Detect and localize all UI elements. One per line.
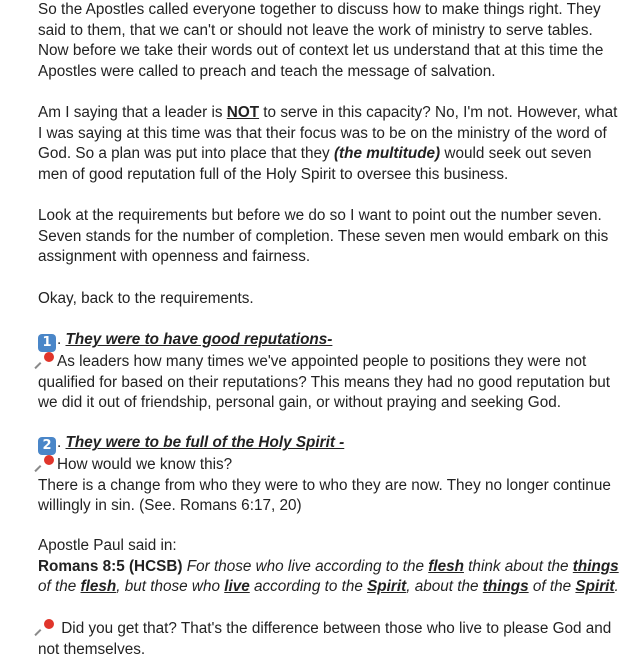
text-fragment: , but those who [116,578,225,596]
text-line: Now before we take their words out of context let us understand that at this time the [38,42,604,60]
paragraph-apostles [38,0,604,82]
text-line: assignment with openness and fairness. [38,248,311,266]
emphasis-word: Spirit [575,578,615,596]
paragraph-back [38,289,604,310]
keycap-2-icon: 2 [38,437,56,455]
emphasis-word: things [572,557,619,575]
text-line: not themselves. [38,640,146,658]
text-fragment: As leaders how many times we've appointed people to positions they were not [57,353,587,370]
requirement-2 [38,433,611,517]
requirement-heading [38,433,604,455]
text-line: Apostle Paul said in: [38,537,177,554]
emphasis-word: things [482,578,529,596]
text-line: willingly in sin. (See. Romans 6:17, 20) [38,497,302,515]
text-fragment: . [57,331,66,348]
text-fragment: would seek out seven [440,145,592,163]
pushpin-icon [38,352,54,368]
text-fragment: God. So a plan was put into place that they [38,145,334,163]
text-line [38,352,604,373]
text-line: Seven stands for the number of completion. These seven men would embark on this [38,227,609,245]
paragraph-conclusion [38,619,612,660]
scripture-line [38,577,619,598]
emphasis-not: NOT [226,104,260,121]
paragraph-paul [38,536,619,598]
text-fragment: , about the [406,578,483,596]
emphasis-word: live [224,578,250,596]
scripture-reference: Romans 8:5 (HCSB) [38,557,183,575]
text-line: Apostles were called to preach and teach the message of salvation. [38,62,496,80]
text-fragment: . [57,434,66,451]
requirement-title: They were to be full of the Holy Spirit - [65,434,345,451]
emphasis-word: flesh [80,578,117,596]
text-line: men of good reputation full of the Holy Spirit to oversee this business. [38,165,509,183]
text-line: Look at the requirements but before we do so I want to point out the number seven. [38,207,602,224]
paragraph-leader [38,103,618,185]
text-line: qualified for based on their reputations? This means they had no good reputation but [38,373,611,391]
text-line: said to them, that we can't or should not leave the work of ministry to serve tables. [38,21,593,39]
emphasis-word: Spirit [367,578,407,596]
text-line: So the Apostles called everyone together to discuss how to make things right. They [38,1,601,18]
text-line [38,619,612,640]
text-fragment: How would we know this? [57,456,233,473]
text-fragment: . [614,578,619,596]
pushpin-icon [38,619,54,635]
text-fragment: think about the [463,557,573,575]
pushpin-icon [38,455,54,471]
text-line [38,144,604,165]
emphasis-multitude: (the multitude) [333,145,441,163]
text-line: I was saying at this time was that their focus was to be on the ministry of the word of [38,124,607,142]
requirement-title: They were to have good reputations- [65,331,333,348]
text-fragment: For those who live according to the [182,557,429,575]
text-fragment: Did you get that? That's the difference between those who live to please God and [57,620,612,637]
text-line: Okay, back to the requirements. [38,290,254,307]
scripture-line [38,557,619,578]
text-fragment: Am I saying that a leader is [38,104,227,121]
emphasis-word: flesh [428,557,464,575]
text-fragment: to serve in this capacity? No, I'm not. However, what [259,104,618,121]
text-line [38,455,604,476]
text-line [38,103,618,124]
text-fragment: of the [38,578,81,596]
requirement-heading [38,330,604,352]
text-fragment: of the [528,578,576,596]
text-fragment: according to the [249,578,368,596]
paragraph-seven [38,206,609,268]
text-line: There is a change from who they were to who they are now. They no longer continue [38,476,611,494]
keycap-1-icon: 1 [38,334,56,352]
requirement-1 [38,330,611,414]
text-line: we did it out of friendship, personal gain, or without praying and seeking God. [38,394,561,412]
